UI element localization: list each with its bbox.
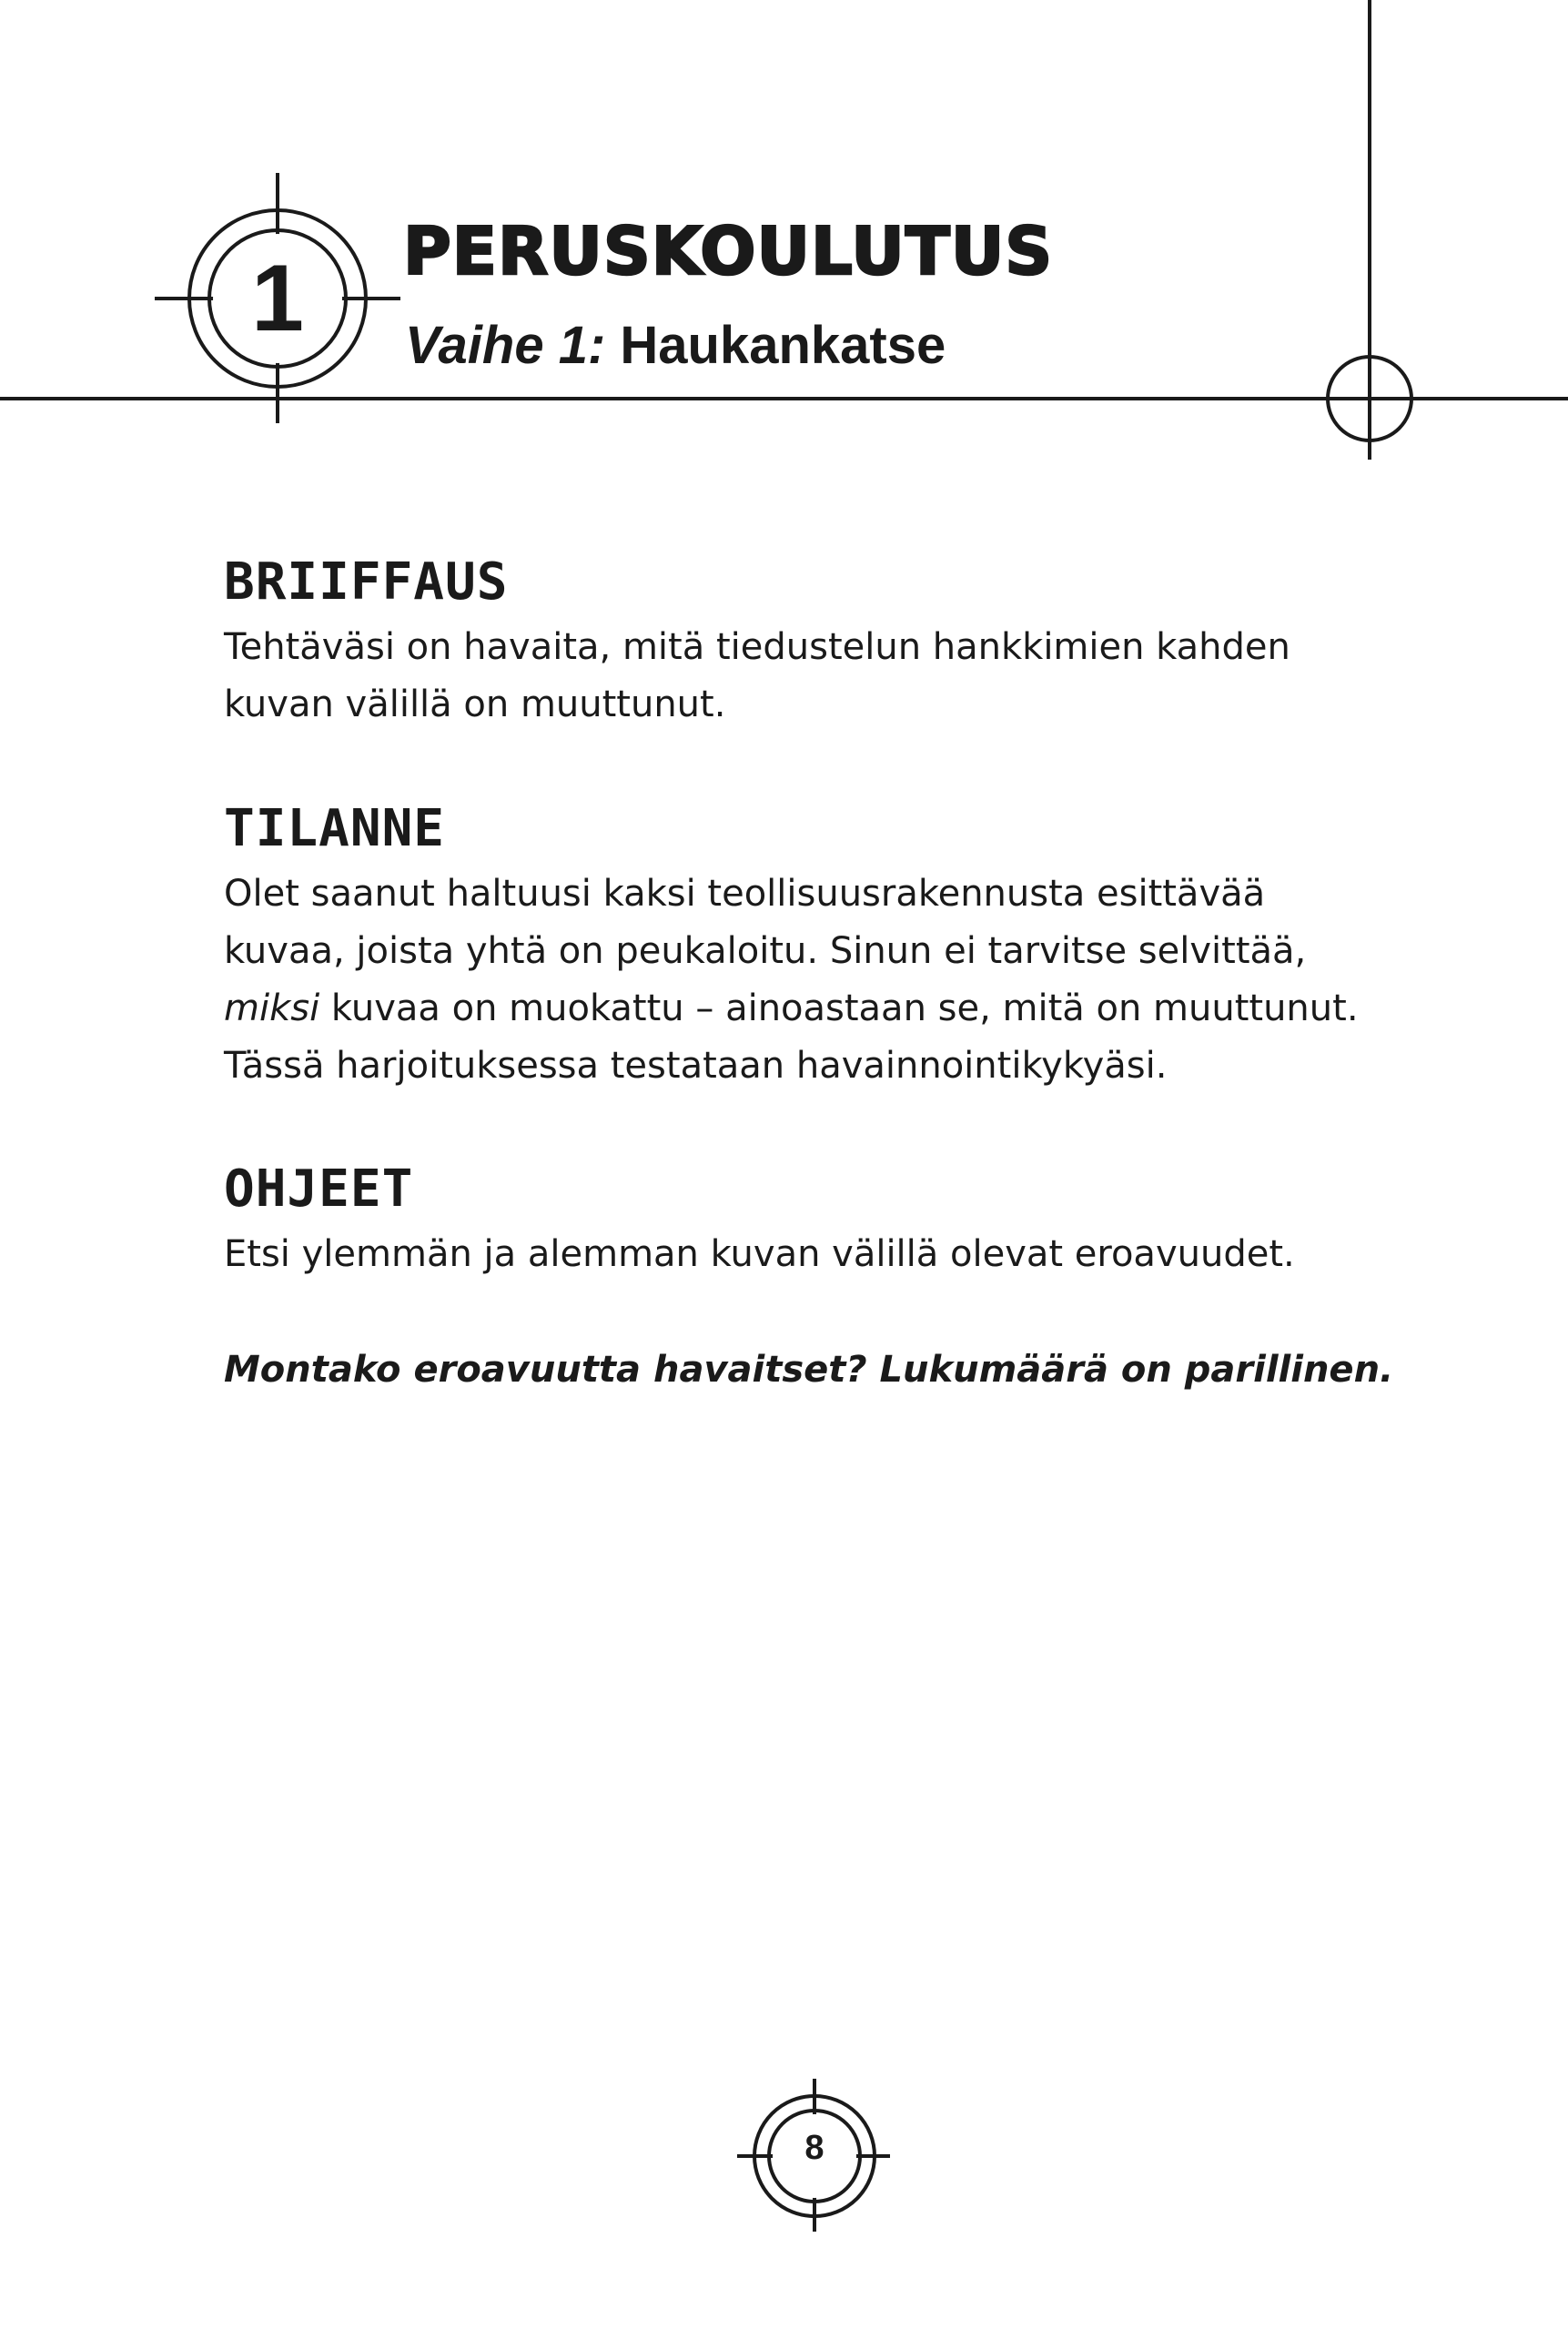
body-line: Etsi ylemmän ja alemman kuvan välillä olevat eroavuudet. (224, 1233, 1295, 1275)
section-heading-ohjeet: OHJEET (224, 1159, 414, 1219)
body-line: kuvaa, joista yhtä on peukaloitu. Sinun ei tarvitse selvittää, (224, 930, 1307, 972)
section-heading-briiffaus: BRIIFFAUS (224, 552, 509, 612)
body-line: kuvan välillä on muuttunut. (224, 684, 726, 725)
chapter-number: 1 (251, 246, 304, 351)
question-text: Montako eroavuutta havaitset? Lukumäärä on parillinen. (224, 1349, 1394, 1391)
section-body-ohjeet (224, 1226, 1425, 1283)
body-line-rest: kuvaa on muokattu – ainoastaan se, mitä on muuttunut. (319, 987, 1359, 1029)
chapter-title: PERUSKOULUTUS (403, 213, 1054, 289)
chapter-subtitle (405, 309, 946, 382)
section-heading-tilanne: TILANNE (224, 799, 446, 858)
body-line: Tässä harjoituksessa testataan havainnointikykyäsi. (224, 1045, 1168, 1087)
corner-crosshair-icon (1310, 337, 1429, 460)
page-number: 8 (804, 2129, 824, 2167)
section-body-briiffaus (224, 619, 1425, 734)
stage-name: Haukankatse (620, 316, 946, 375)
stage-label: Vaihe 1: (405, 316, 606, 375)
body-line (224, 980, 1425, 1038)
body-line: Olet saanut haltuusi kaksi teollisuusrakennusta esittävää (224, 873, 1266, 915)
body-line: Tehtäväsi on havaita, mitä tiedustelun hankkimien kahden (224, 626, 1290, 668)
emphasis-miksi: miksi (224, 987, 320, 1029)
section-body-tilanne (224, 866, 1425, 1095)
